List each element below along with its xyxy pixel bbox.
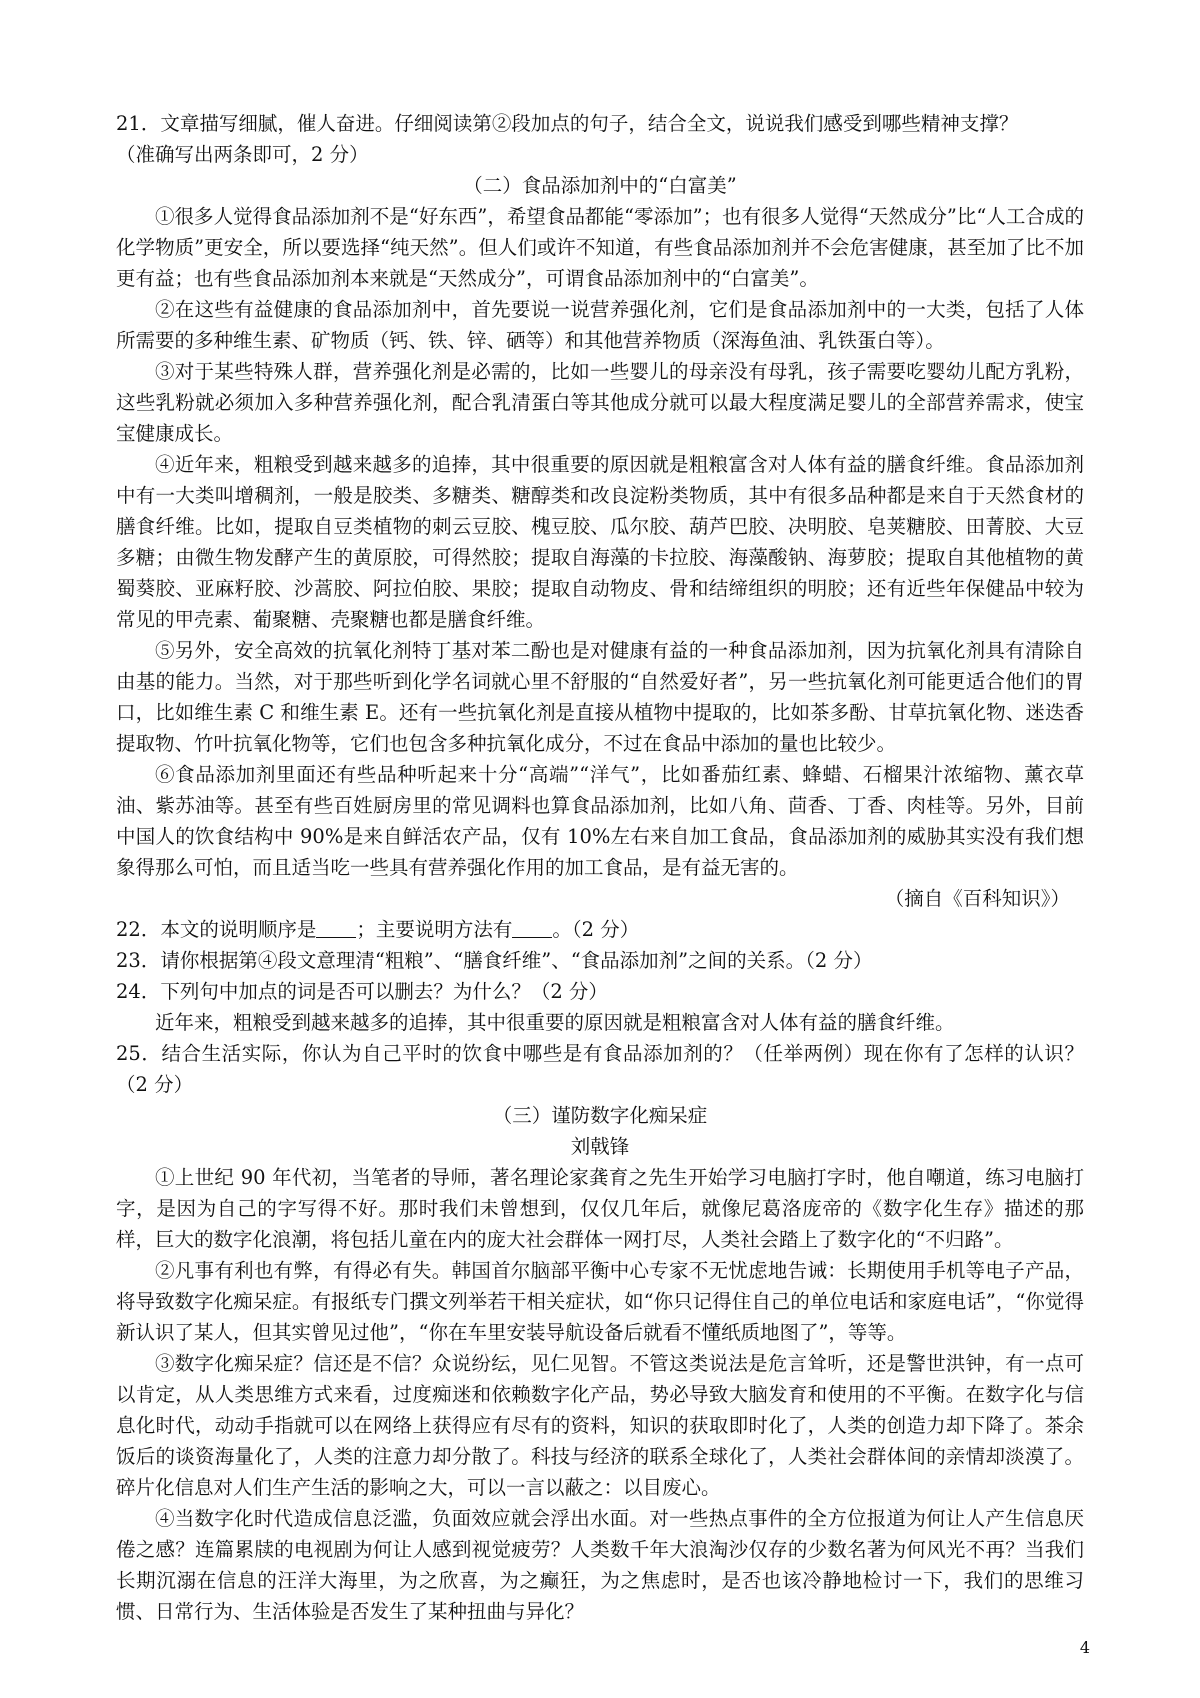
section3-author: 刘戟锋 — [570, 1135, 630, 1158]
section2-paragraph-4: ④近年来，粗粮受到越来越多的追捧，其中很重要的原因就是粗粮富含对人体有益的膳食纤维。食品添加剂中有一大类叫增稠剂，一般是胶类、多糖类、糖醇类和改良淀粉类物质，其中有很多品种都是来自于天然食材的膳食纤维。比如，提取自豆类植物的刺云豆胶、槐豆胶、瓜尔胶、葫芦巴胶、决明胶、皂荚糖胶、田菁胶、大豆多糖；由微生物发酵产生的黄原胶，可得然胶；提取自海藻的卡拉胶、海藻酸钠、海萝胶；提取自其他植物的黄蜀葵胶、亚麻籽胶、沙蒿胶、阿拉伯胶、果胶；提取自动物皮、骨和结缔组织的明胶；还有近些年保健品中较为常见的甲壳素、葡聚糖、壳聚糖也都是膳食纤维。 — [116, 453, 1084, 631]
document-page — [116, 108, 1084, 1627]
section3-paragraph-2: ②凡事有利也有弊，有得必有失。韩国首尔脑部平衡中心专家不无忧虑地告诫：长期使用手机等电子产品，将导致数字化痴呆症。有报纸专门撰文列举若干相关症状，如“你只记得住自己的单位电话和家庭电话”，“你觉得新认识了某人，但其实曾见过他”，“你在车里安装导航设备后就看不懂纸质地图了”，等等。 — [116, 1259, 1084, 1344]
question-24: 24．下列句中加点的词是否可以删去？为什么？（2 分） — [116, 980, 608, 1003]
question-25: 25．结合生活实际，你认为自己平时的饮食中哪些是有食品添加剂的？（任举两例）现在你有了怎样的认识？（2 分） — [116, 1042, 1084, 1096]
question-22-part-a: 22．本文的说明顺序是 — [116, 918, 317, 941]
section3-paragraph-3: ③数字化痴呆症？信还是不信？众说纷纭，见仁见智。不管这类说法是危言耸听，还是警世洪钟，有一点可以肯定，从人类思维方式来看，过度痴迷和依赖数字化产品，势必导致大脑发育和使用的不平衡。在数字化与信息化时代，动动手指就可以在网络上获得应有尽有的资料，知识的获取即时化了，人类的创造力却下降了。茶余饭后的谈资海量化了，人类的注意力却分散了。科技与经济的联系全球化了，人类社会群体间的亲情却淡漠了。碎片化信息对人们生产生活的影响之大，可以一言以蔽之：以目废心。 — [116, 1352, 1084, 1499]
section2-source: （摘自《百科知识》） — [884, 887, 1070, 910]
section2-paragraph-2: ②在这些有益健康的食品添加剂中，首先要说一说营养强化剂，它们是食品添加剂中的一大类，包括了人体所需要的多种维生素、矿物质（钙、铁、锌、硒等）和其他营养物质（深海鱼油、乳铁蛋白等）。 — [116, 298, 1084, 352]
question-23: 23．请你根据第④段文意理清“粗粮”、“膳食纤维”、“食品添加剂”之间的关系。（2 分） — [116, 949, 873, 972]
section2-title: （二）食品添加剂中的“白富美” — [463, 174, 737, 197]
question-22-part-b: ；主要说明方法有 — [356, 918, 513, 941]
answer-blank-2[interactable] — [512, 919, 552, 938]
section2-paragraph-3: ③对于某些特殊人群，营养强化剂是必需的，比如一些婴儿的母亲没有母乳，孩子需要吃婴幼儿配方乳粉，这些乳粉就必须加入多种营养强化剂，配合乳清蛋白等其他成分就可以最大程度满足婴儿的全部营养需求，使宝宝健康成长。 — [116, 360, 1084, 445]
question-24-sentence: 近年来，粗粮受到越来越多的追捧，其中很重要的原因就是粗粮富含对人体有益的膳食纤维。 — [155, 1011, 955, 1034]
answer-blank-1[interactable] — [316, 919, 356, 938]
question-22-part-c: 。（2 分） — [552, 918, 640, 941]
section3-paragraph-1: ①上世纪 90 年代初，当笔者的导师，著名理论家龚育之先生开始学习电脑打字时，他自嘲道，练习电脑打字，是因为自己的字写得不好。那时我们未曾想到，仅仅几年后，就像尼葛洛庞帝的《数字化生存》描述的那样，巨大的数字化浪潮，将包括儿童在内的庞大社会群体一网打尽，人类社会踏上了数字化的“不归路”。 — [116, 1166, 1084, 1251]
page-number: 4 — [1079, 1638, 1090, 1657]
question-21-line1: 21．文章描写细腻，催人奋进。仔细阅读第②段加点的句子，结合全文，说说我们感受到哪些精神支撑？ — [116, 112, 1019, 135]
section2-paragraph-5: ⑤另外，安全高效的抗氧化剂特丁基对苯二酚也是对健康有益的一种食品添加剂，因为抗氧化剂具有清除自由基的能力。当然，对于那些听到化学名词就心里不舒服的“自然爱好者”，另一些抗氧化剂可能更适合他们的胃口，比如维生素 C 和维生素 E。还有一些抗氧化剂是直接从植物中提取的，比如茶多酚、甘草抗氧化物、迷迭香提取物、竹叶抗氧化物等，它们也包含多种抗氧化成分，不过在食品中添加的量也比较少。 — [116, 639, 1084, 755]
section3-title: （三）谨防数字化痴呆症 — [492, 1104, 708, 1127]
section2-paragraph-1: ①很多人觉得食品添加剂不是“好东西”，希望食品都能“零添加”；也有很多人觉得“天然成分”比“人工合成的化学物质”更安全，所以要选择“纯天然”。但人们或许不知道，有些食品添加剂并不会危害健康，甚至加了比不加更有益；也有些食品添加剂本来就是“天然成分”，可谓食品添加剂中的“白富美”。 — [116, 205, 1084, 290]
question-21-line2: （准确写出两条即可，2 分） — [116, 143, 369, 166]
section3-paragraph-4: ④当数字化时代造成信息泛滥，负面效应就会浮出水面。对一些热点事件的全方位报道为何让人产生信息厌倦之感？连篇累牍的电视剧为何让人感到视觉疲劳？人类数千年大浪淘沙仅存的少数名著为何风光不再？当我们长期沉溺在信息的汪洋大海里，为之欣喜，为之癫狂，为之焦虑时，是否也该冷静地检讨一下，我们的思维习惯、日常行为、生活体验是否发生了某种扭曲与异化？ — [116, 1507, 1084, 1623]
question-22 — [116, 914, 1084, 945]
section2-paragraph-6: ⑥食品添加剂里面还有些品种听起来十分“高端”“洋气”，比如番茄红素、蜂蜡、石榴果汁浓缩物、薰衣草油、紫苏油等。甚至有些百姓厨房里的常见调料也算食品添加剂，比如八角、茴香、丁香、肉桂等。另外，目前中国人的饮食结构中 90%是来自鲜活农产品，仅有 10%左右来自加工食品，食品添加剂的威胁其实没有我们想象得那么可怕，而且适当吃一些具有营养强化作用的加工食品，是有益无害的。 — [116, 763, 1084, 879]
